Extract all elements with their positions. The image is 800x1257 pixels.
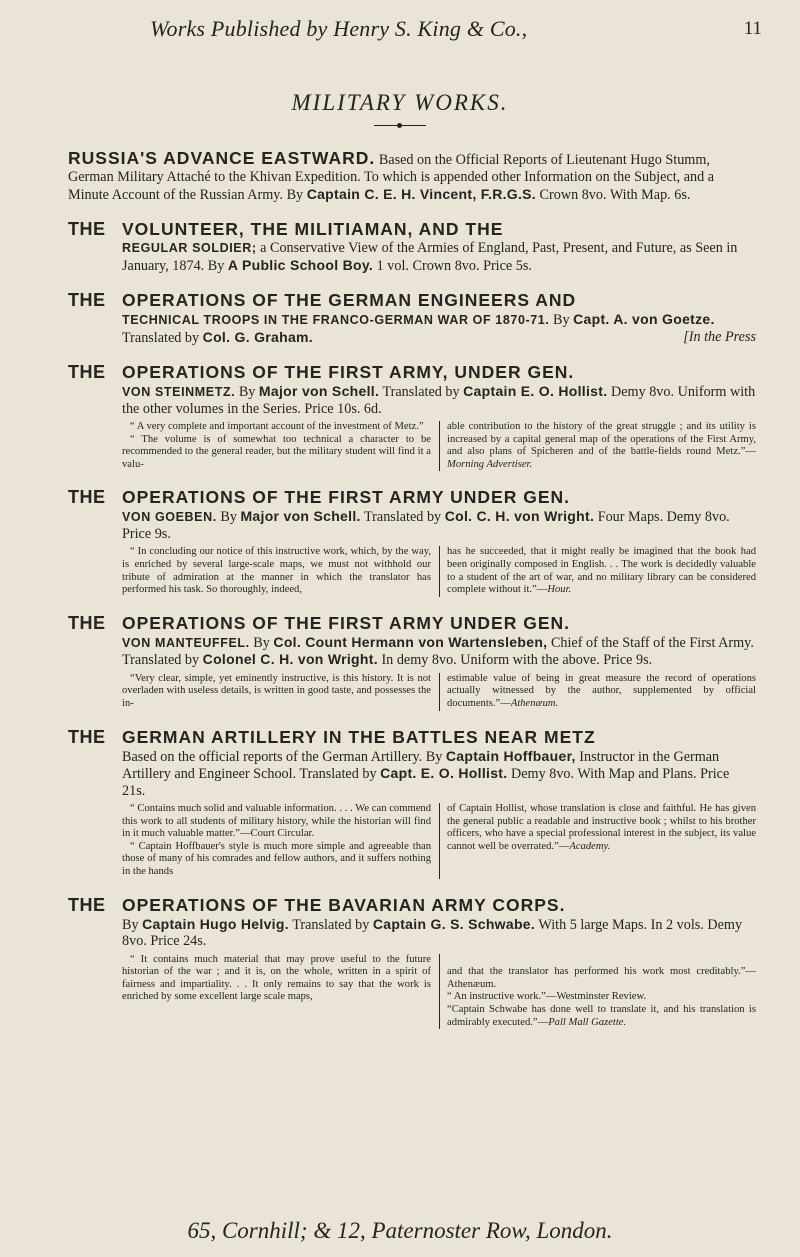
entry-translator: Col. G. Graham. bbox=[202, 328, 313, 345]
title-ornament-rule bbox=[374, 125, 426, 126]
entry-bavarian-army: THE OPERATIONS OF THE BAVARIAN ARMY CORPS. By Captain Hugo Helvig. Translated by Captain G. S. Schwabe. With 5 large Maps. In 2 vols. Demy 8vo. Price 24s. “ It contains much material that may prove useful to the future historian of the war ; and it is, on the whole, written in a spirit of fairness and impartiality. . . It only remains to say that the work is enriched by some excellent large scale maps, and that the translator has performed his work most creditably.”—Athenæum. “ An instructive work.”—Westminster Review. “Captain Schwabe has done well to translate it, and his translation is admirably executed.”—Pall Mall Gazette. bbox=[68, 894, 756, 1028]
entry-details: Demy 8vo. Uniform with the other volumes in the Series. Price 10s. 6d. bbox=[122, 384, 756, 417]
page-number: 11 bbox=[743, 18, 762, 39]
entry-author: Captain Hugo Helvig. bbox=[142, 915, 289, 932]
publisher-address-footer: 65, Cornhill; & 12, Paternoster Row, London. bbox=[187, 1218, 613, 1243]
entry-german-engineers: THE OPERATIONS OF THE GERMAN ENGINEERS AND TECHNICAL TROOPS IN THE FRANCO-GERMAN WAR OF 1870-71. By Capt. A. von Goetze. Translated by Col. G. Graham. [In the Press bbox=[68, 290, 756, 346]
running-head bbox=[150, 16, 762, 44]
entry-first-army-goeben: THE OPERATIONS OF THE FIRST ARMY UNDER GEN. VON GOEBEN. By Major von Schell. Translated by Col. C. H. von Wright. Four Maps. Demy 8vo. Price 9s. “ In concluding our notice of this instructive work, which, by the way, is enriched by several large-scale maps, we must not withhold our tribute of admiration at the manner in which the translator has performed his task. So thoroughly, indeed, has he succeeded, that it might really be imagined that the book had been originally composed in English. . . The work is decidedly valuable to a student of the art of war, and no military library can be considered complete without it.”—Hour. bbox=[68, 487, 756, 596]
review-column-left: “ A very complete and important account of the investment of Metz.” “ The volume is of somewhat too technical a character to be recommended to the general reader, but the military student will find it a valu- bbox=[122, 421, 431, 470]
review-column-right: estimable value of being in great measure the record of operations actually witnessed by the author, supplemented by official documents.”—Athenæum. bbox=[439, 673, 756, 711]
entry-description: Based on the Official Reports of Lieutenant Hugo Stumm, German Military Attaché to the Khivan Expedition. To which is appended other Information on the Subject, and a Minute Account of the Russian Army. bbox=[68, 152, 715, 203]
review-source: Pall Mall Gazette. bbox=[548, 1016, 627, 1028]
entry-heading: RUSSIA'S ADVANCE EASTWARD. bbox=[68, 148, 376, 168]
entry-author: A Public School Boy. bbox=[227, 256, 374, 273]
entry-german-artillery: THE GERMAN ARTILLERY IN THE BATTLES NEAR METZ Based on the official reports of the German Artillery. By Captain Hoffbauer, Instructor in the German Artillery and Engineer School. Translated by Capt. E. O. Hollist. Demy 8vo. With Map and Plans. Price 21s. “ Contains much solid and valuable information. . . . We can commend this work to all students of military history, while the historian will find in it much valuable matter.”—Court Circular. “ Captain Hoffbauer's style is much more simple and agreeable than those of many of his comrades and fellow authors, and it suffers nothing in the hands of Captain Hollist, whose translation is close and faithful. He has given the general public a readable and instructive book ; whilst to his brother officers, who have a special professional interest in the subject, its value cannot well be overrated.”—Academy. bbox=[68, 726, 756, 877]
entry-heading: GERMAN ARTILLERY IN THE BATTLES NEAR METZ bbox=[122, 726, 596, 747]
entry-details: Crown 8vo. With Map. 6s. bbox=[539, 186, 691, 203]
entry-press-note: [In the Press bbox=[683, 328, 756, 345]
entry-first-army-steinmetz: THE OPERATIONS OF THE FIRST ARMY, UNDER GEN. VON STEINMETZ. By Major von Schell. Translated by Captain E. O. Hollist. Demy 8vo. Uniform with the other volumes in the Series. Price 10s. 6d. “ A very complete and important account of the investment of Metz.” “ The volume is of somewhat too technical a character to be recommended to the general reader, but the military student will find it a valu- able contribution to the history of the great struggle ; and its utility is increased by a capital general map of the operations of the First Army, and also plans of Spicheren and of the battle-fields round Metz.”—Morning Advertiser. bbox=[68, 362, 756, 470]
entry-subheading: VON MANTEUFFEL. bbox=[122, 635, 250, 650]
entry-heading: VOLUNTEER, THE MILITIAMAN, AND THE bbox=[122, 219, 504, 239]
entry-translator: Captain E. O. Hollist. bbox=[463, 383, 608, 399]
entry-author: Col. Count Hermann von Wartensleben, bbox=[273, 633, 548, 650]
review-column-right: has he succeeded, that it might really be imagined that the book had been originally composed in English. . . The work is decidedly valuable to a student of the art of war, and no military library can be considered complete without it.”—Hour. bbox=[439, 546, 756, 596]
entry-subheading: VON STEINMETZ. bbox=[122, 385, 236, 399]
review-column-right: and that the translator has performed his work most creditably.”—Athenæum. “ An instructive work.”—Westminster Review. “Captain Schwabe has done well to translate it, and his translation is admirably executed.”—Pall Mall Gazette. bbox=[439, 954, 756, 1030]
entry-translator: Capt. E. O. Hollist. bbox=[380, 765, 508, 782]
review-quotes bbox=[122, 421, 756, 471]
entry-details: In demy 8vo. Uniform with the above. Price 9s. bbox=[381, 652, 653, 669]
entry-details: With 5 large Maps. In 2 vols. Demy 8vo. Price 24s. bbox=[122, 916, 743, 950]
review-source: Morning Advertiser. bbox=[447, 458, 533, 470]
entry-subheading: TECHNICAL TROOPS IN THE FRANCO-GERMAN WAR OF 1870-71. bbox=[122, 313, 550, 327]
review-column-left: “ It contains much material that may prove useful to the future historian of the war ; and it is, on the whole, written in a spirit of fairness and impartiality. . . It only remains to say that the work is enriched by some excellent large scale maps, bbox=[122, 953, 431, 1003]
entry-description: Based on the official reports of the German Artillery. bbox=[122, 748, 423, 765]
entry-translator: Col. C. H. von Wright. bbox=[444, 508, 595, 525]
entries-list bbox=[68, 148, 756, 1045]
running-title: Works Published by Henry S. King & Co., bbox=[150, 16, 528, 41]
entry-details: 1 vol. Crown 8vo. Price 5s. bbox=[376, 257, 532, 274]
entry-heading: OPERATIONS OF THE FIRST ARMY, UNDER GEN. bbox=[122, 362, 575, 382]
review-column-left: “ In concluding our notice of this instructive work, which, by the way, is enriched by several large-scale maps, we must not withhold our tribute of admiration at the manner in which the translator has performed his task. So thoroughly, indeed, bbox=[122, 546, 431, 596]
entry-first-army-manteuffel: THE OPERATIONS OF THE FIRST ARMY UNDER GEN. VON MANTEUFFEL. By Col. Count Hermann von Wartensleben, Chief of the Staff of the First Army. Translated by Colonel C. H. von Wright. In demy 8vo. Uniform with the above. Price 9s. “Very clear, simple, yet eminently instructive, is this history. It is not overladen with useless details, is written in good taste, and possesses the in- estimable value of being in great measure the record of operations actually witnessed by the author, supplemented by official documents.”—Athenæum. bbox=[68, 612, 756, 709]
review-quotes bbox=[122, 546, 756, 596]
review-column-left: “Very clear, simple, yet eminently instructive, is this history. It is not overladen with useless details, is written in good taste, and possesses the in- bbox=[122, 672, 431, 709]
review-source: Athenæum. bbox=[510, 697, 559, 709]
entry-details: Four Maps. Demy 8vo. Price 9s. bbox=[122, 509, 730, 542]
entry-heading: OPERATIONS OF THE BAVARIAN ARMY CORPS. bbox=[122, 894, 566, 915]
review-column-right: able contribution to the history of the great struggle ; and its utility is increased by a capital general map of the operations of the First Army, and also plans of Spicheren and of the battle-fields round Metz.”—Morning Advertiser. bbox=[439, 421, 756, 471]
entry-heading: OPERATIONS OF THE FIRST ARMY UNDER GEN. bbox=[122, 612, 571, 633]
entry-volunteer-militiaman: THE VOLUNTEER, THE MILITIAMAN, AND THE REGULAR SOLDIER; a Conservative View of the Armies of England, Past, Present, and Future, as Seen in January, 1874. By A Public School Boy. 1 vol. Crown 8vo. Price 5s. bbox=[68, 219, 756, 274]
entry-author: Captain C. E. H. Vincent, F.R.G.S. bbox=[306, 185, 536, 202]
entry-details: Demy 8vo. With Map and Plans. Price 21s. bbox=[122, 766, 730, 799]
entry-translator: Captain G. S. Schwabe. bbox=[372, 915, 536, 932]
entry-author: Major von Schell. bbox=[240, 508, 361, 525]
entry-subheading: VON GOEBEN. bbox=[122, 510, 217, 525]
entry-author: Captain Hoffbauer, bbox=[445, 747, 576, 764]
review-column-right: of Captain Hollist, whose translation is close and faithful. He has given the general public a readable and instructive book ; whilst to his brother officers, who have a special professional interest in the subject, its value cannot well be overrated.”—Academy. bbox=[439, 803, 756, 879]
entry-author: Capt. A. von Goetze. bbox=[573, 311, 715, 327]
review-quotes bbox=[122, 954, 756, 1030]
review-quotes bbox=[122, 673, 756, 711]
entry-heading: OPERATIONS OF THE FIRST ARMY UNDER GEN. bbox=[122, 487, 571, 508]
entry-subheading: REGULAR SOLDIER; bbox=[122, 241, 257, 255]
entry-translator: Colonel C. H. von Wright. bbox=[202, 651, 378, 668]
entry-heading: OPERATIONS OF THE GERMAN ENGINEERS AND bbox=[122, 290, 577, 310]
entry-author: Major von Schell. bbox=[258, 383, 380, 399]
review-quotes bbox=[122, 803, 756, 879]
entry-description: a Conservative View of the Armies of England, Past, Present, and Future, as Seen in January, 1874. bbox=[122, 240, 738, 274]
review-source: Academy. bbox=[569, 840, 611, 852]
entry-description: Chief of the Staff of the First Army. Translated by bbox=[122, 634, 754, 669]
section-title: MILITARY WORKS. bbox=[291, 90, 509, 115]
entry-russias-advance: RUSSIA'S ADVANCE EASTWARD. Based on the Official Reports of Lieutenant Hugo Stumm, German Military Attaché to the Khivan Expedition. To which is appended other Information on the Subject, and a Minute Account of the Russian Army. By Captain C. E. H. Vincent, F.R.G.S. Crown 8vo. With Map. 6s. bbox=[68, 148, 715, 203]
review-column-left: “ Contains much solid and valuable information. . . . We can commend this work to all students of military history, while the historian will find in it much valuable matter.”—Court Circular. “ Captain Hoffbauer's style is much more simple and agreeable than those of many of his comrades and fellow authors, and it suffers nothing in the hands bbox=[122, 803, 431, 877]
review-source: Hour. bbox=[547, 584, 572, 596]
